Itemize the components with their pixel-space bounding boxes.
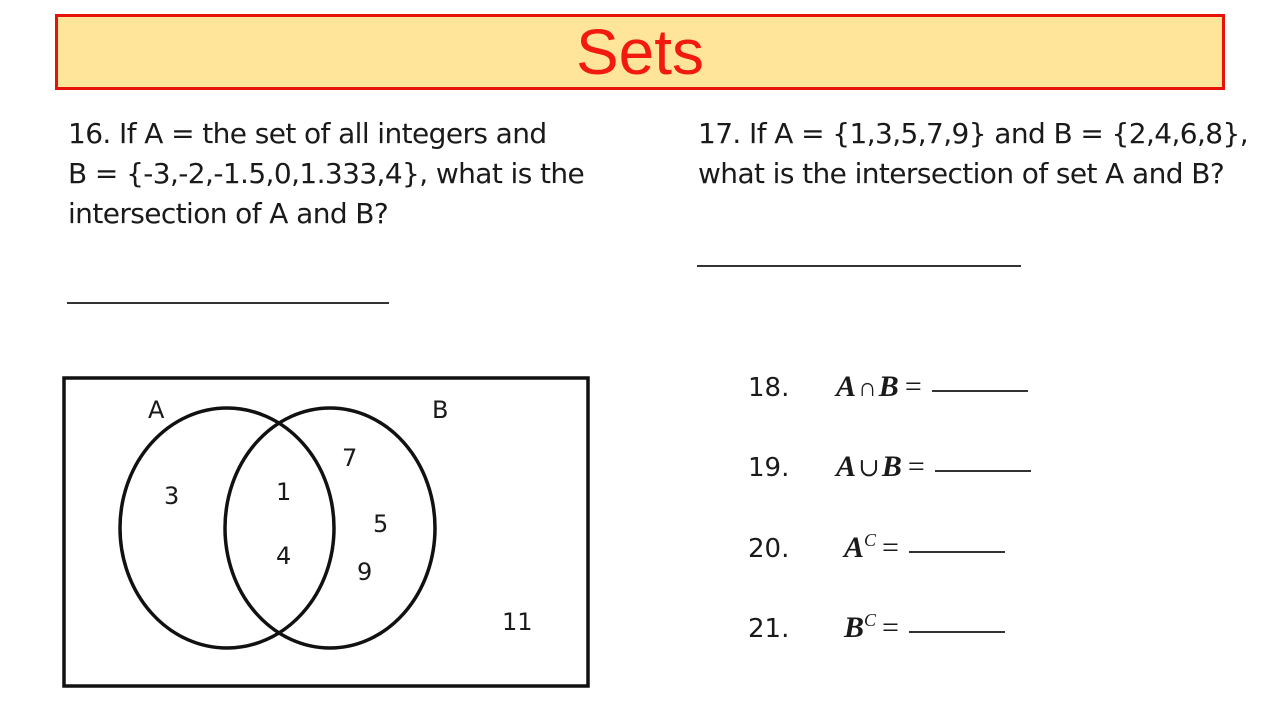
question-21 (748, 610, 1005, 645)
circle-b-label: B (432, 396, 449, 424)
answer-blank[interactable] (935, 470, 1031, 472)
question-17-line: 17. If A = {1,3,5,7,9} and B = {2,4,6,8}, (698, 117, 1249, 150)
question-16-line: intersection of A and B? (68, 197, 389, 230)
equals-sign: = (882, 531, 899, 564)
answer-line-16[interactable] (67, 302, 389, 304)
question-16 (68, 114, 628, 234)
circle-b (225, 408, 435, 648)
question-number: 21. (748, 614, 790, 644)
set-expression (844, 610, 905, 645)
complement-superscript: C (864, 610, 877, 630)
set-symbol: A (836, 370, 857, 403)
venn-value: 7 (342, 444, 358, 472)
venn-value: 1 (276, 478, 292, 506)
set-symbol: A (836, 450, 857, 483)
set-symbol: B (878, 370, 899, 403)
set-expression (836, 450, 931, 484)
intersection-symbol: ∩ (858, 373, 877, 402)
equals-sign: = (882, 611, 899, 644)
set-expression (836, 370, 928, 404)
venn-value: 11 (502, 608, 533, 636)
circle-a (120, 408, 334, 648)
set-symbol: B (844, 611, 865, 644)
question-number: 19. (748, 453, 790, 483)
venn-diagram (62, 376, 592, 692)
venn-value: 3 (164, 482, 180, 510)
question-number: 20. (748, 534, 790, 564)
union-symbol: ∪ (858, 453, 880, 482)
venn-value: 4 (276, 542, 292, 570)
set-expression (844, 530, 905, 565)
question-19 (748, 450, 1031, 484)
question-16-line: B = {-3,-2,-1.5,0,1.333,4}, what is the (68, 157, 585, 190)
answer-line-17[interactable] (697, 265, 1021, 267)
answer-blank[interactable] (932, 390, 1028, 392)
universal-set-box (64, 378, 588, 686)
question-17-line: what is the intersection of set A and B? (698, 157, 1225, 190)
venn-value: 9 (357, 558, 373, 586)
title-banner (55, 14, 1225, 90)
equals-sign: = (904, 370, 922, 403)
answer-blank[interactable] (909, 631, 1005, 633)
question-18 (748, 370, 1028, 404)
venn-value: 5 (373, 510, 389, 538)
set-symbol: A (844, 531, 865, 564)
answer-blank[interactable] (909, 551, 1005, 553)
complement-superscript: C (864, 530, 877, 550)
set-symbol: B (881, 450, 902, 483)
question-16-line: 16. If A = the set of all integers and (68, 117, 547, 150)
question-17 (698, 114, 1258, 194)
circle-a-label: A (148, 396, 165, 424)
question-20 (748, 530, 1005, 565)
page-title: Sets (575, 16, 705, 88)
equals-sign: = (907, 450, 925, 483)
question-number: 18. (748, 373, 790, 403)
